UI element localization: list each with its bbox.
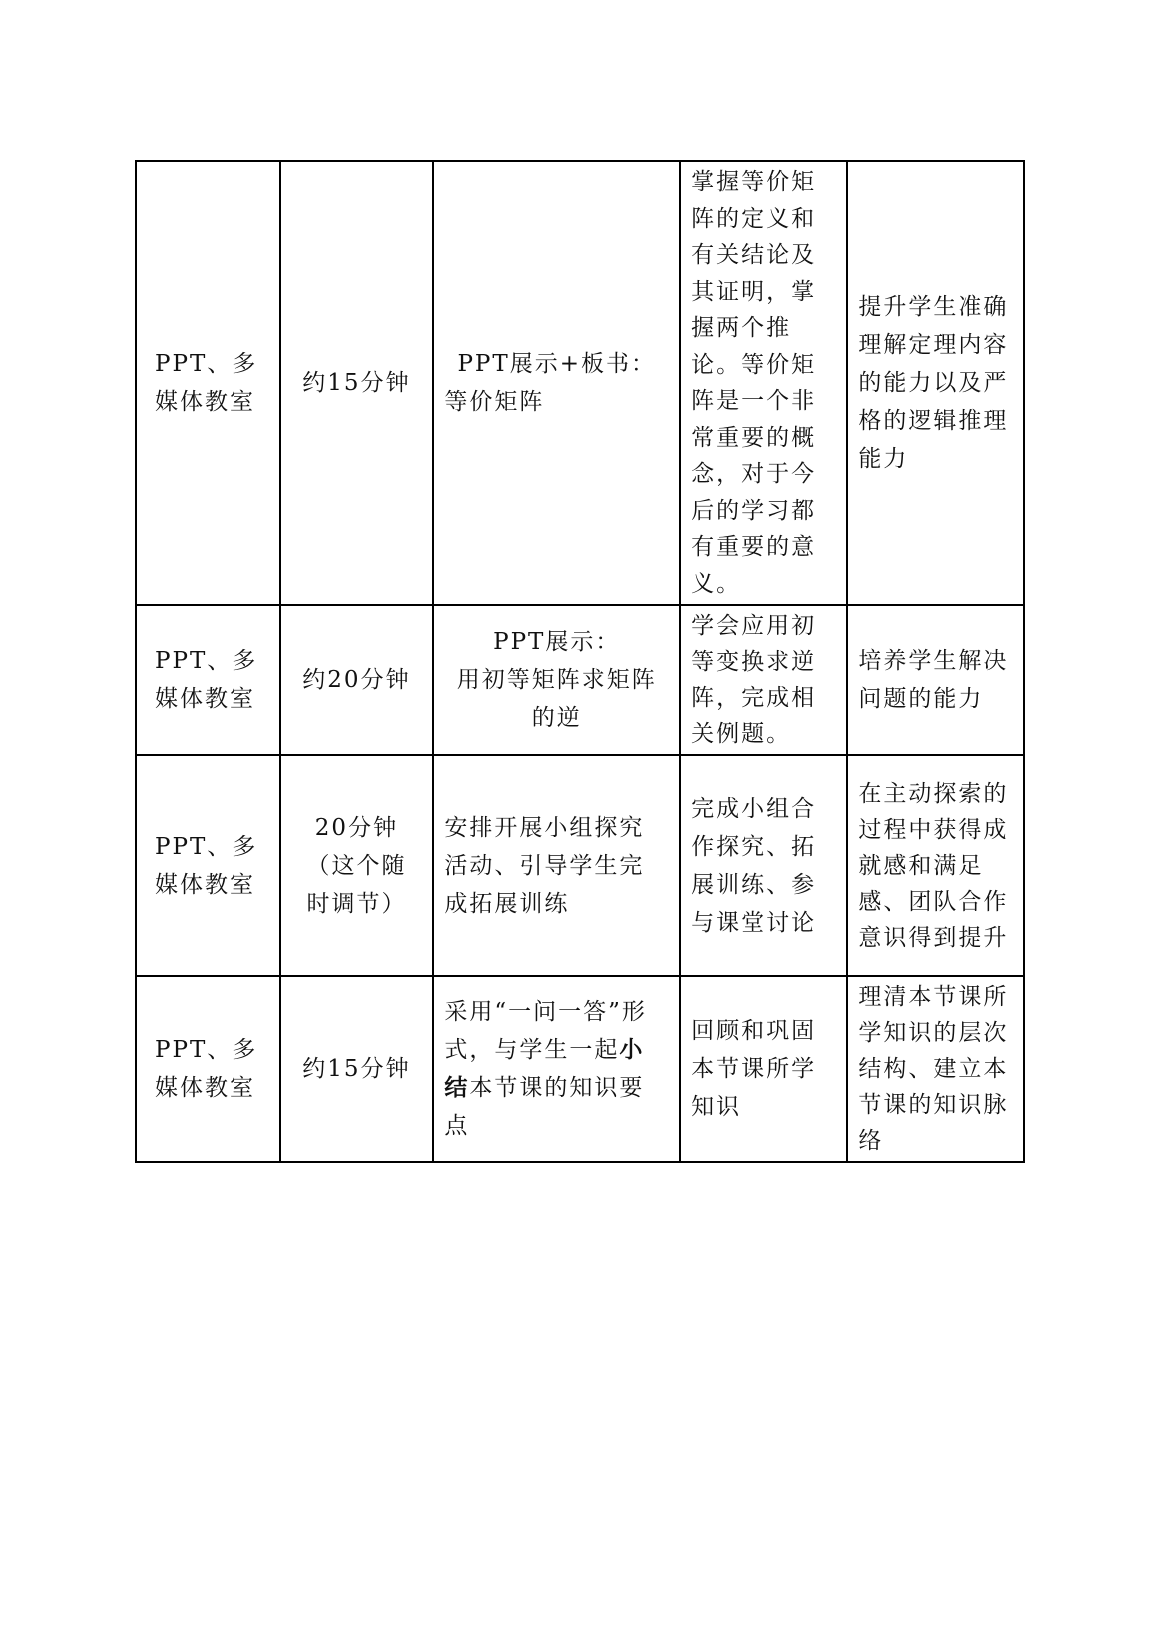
purpose-cell: 在主动探索的过程中获得成就感和满足感、团队合作意识得到提升 — [847, 755, 1024, 976]
table-row — [136, 605, 1024, 755]
activity-bold-text: 小结 — [444, 1036, 645, 1101]
table-row — [136, 755, 1024, 976]
activity-cell — [433, 161, 680, 605]
time-cell: 约20分钟 — [280, 605, 434, 755]
time-line: 20分钟 — [314, 814, 399, 841]
table-row — [136, 161, 1024, 605]
activity-line: 用初等矩阵求矩阵的逆 — [456, 667, 657, 731]
activity-line: PPT展示+板书： — [457, 351, 657, 377]
purpose-cell: 提升学生准确理解定理内容的能力以及严格的逻辑推理能力 — [847, 161, 1024, 605]
resource-cell: PPT、多媒体教室 — [136, 605, 280, 755]
resource-cell: PPT、多媒体教室 — [136, 755, 280, 976]
goal-cell: 回顾和巩固本节课所学知识 — [680, 976, 847, 1162]
activity-line: PPT展示： — [493, 629, 621, 655]
goal-cell: 完成小组合作探究、拓展训练、参与课堂讨论 — [680, 755, 847, 976]
lesson-plan-table — [135, 160, 1025, 1163]
time-line: （这个随时调节） — [306, 852, 407, 917]
goal-cell: 学会应用初等变换求逆阵，完成相关例题。 — [680, 605, 847, 755]
resource-cell: PPT、多媒体教室 — [136, 976, 280, 1162]
goal-cell: 掌握等价矩阵的定义和有关结论及其证明，掌握两个推论。等价矩阵是一个非常重要的概念，对于今后的学习都有重要的意义。 — [680, 161, 847, 605]
time-cell: 约15分钟 — [280, 161, 434, 605]
activity-cell — [433, 605, 680, 755]
purpose-cell: 理清本节课所学知识的层次结构、建立本节课的知识脉络 — [847, 976, 1024, 1162]
table-row — [136, 976, 1024, 1162]
time-cell: 约15分钟 — [280, 976, 434, 1162]
purpose-cell: 培养学生解决问题的能力 — [847, 605, 1024, 755]
time-cell — [280, 755, 434, 976]
activity-cell — [433, 976, 680, 1162]
activity-line: 等价矩阵 — [444, 389, 545, 415]
activity-text: 采用“一问一答”形式，与学生一起 — [444, 999, 647, 1063]
activity-text: 本节课的知识要点 — [444, 1075, 645, 1139]
activity-cell: 安排开展小组探究活动、引导学生完成拓展训练 — [433, 755, 680, 976]
resource-cell: PPT、多媒体教室 — [136, 161, 280, 605]
